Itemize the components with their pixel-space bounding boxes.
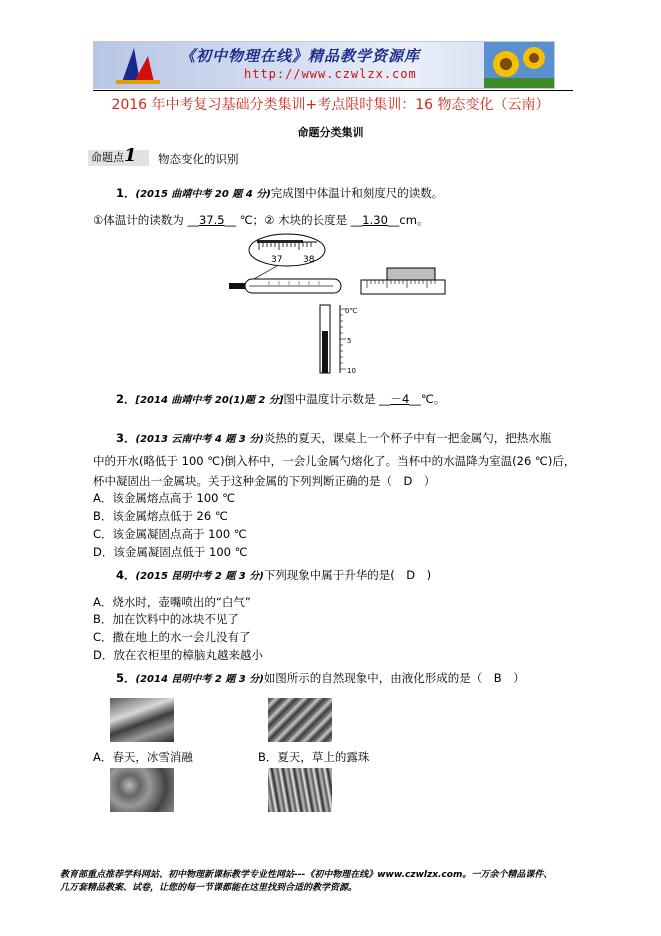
q4-option-c: C．撒在地上的水一会儿没有了 xyxy=(93,630,251,644)
thermo-label-37: 37 xyxy=(271,255,283,265)
q3-line-3: 杯中凝固出一金属块。关于这种金属的下列判断正确的是（ D ） xyxy=(93,474,436,488)
q3-option-d: D．该金属凝固点低于 100 ℃ xyxy=(93,545,248,559)
q5-option-a: A．春天，冰雪消融 xyxy=(93,750,193,764)
thermo-label-38: 38 xyxy=(303,255,315,265)
section-tag-number: 1 xyxy=(124,145,137,166)
banner-url[interactable]: http://www.czwlzx.com xyxy=(244,67,417,81)
q2-source: [2014 曲靖中考 20(1)题 2 分] xyxy=(135,395,284,406)
q3-number: 3． xyxy=(116,431,136,445)
q5-option-b: B．夏天，草上的露珠 xyxy=(258,750,370,764)
photo-frost xyxy=(110,768,174,812)
page-subtitle: 命题分类集训 xyxy=(297,126,364,139)
q1-answer-2: 1.30 xyxy=(362,213,388,227)
q3-source: (2013 云南中考 4 题 3 分) xyxy=(135,434,264,445)
q3-option-c: C．该金属凝固点高于 100 ℃ xyxy=(93,527,247,541)
q1-blanks xyxy=(93,213,428,227)
q2-question: 图中温度计示数是 __ xyxy=(283,392,391,406)
q5-source: (2014 昆明中考 2 题 3 分) xyxy=(135,674,264,685)
q4-option-a: A．烧水时，壶嘴喷出的“白气” xyxy=(93,595,251,609)
section-tag-label: 命题点 xyxy=(91,151,124,164)
q5-question: 如图所示的自然现象中，由液化形成的是（ B ） xyxy=(263,671,525,685)
q3-line-1 xyxy=(116,431,551,447)
header-banner xyxy=(93,41,555,89)
photo-rime xyxy=(268,768,332,812)
tube-label-10: 10 xyxy=(347,367,356,375)
q1-number: 1． xyxy=(116,186,136,200)
section-title: 物态变化的识别 xyxy=(158,152,239,166)
q4-number: 4． xyxy=(116,568,136,582)
sunflower-icon xyxy=(484,42,554,88)
section-tag xyxy=(88,145,149,166)
q5-number: 5． xyxy=(116,671,136,685)
q1-stem xyxy=(116,186,443,202)
footer-line-1: 教育部重点推荐学科网站、初中物理新课标教学专业性网站---《初中物理在线》www.czwlzx.com。一万余个精品课件、 xyxy=(60,870,553,880)
q4-stem xyxy=(116,568,431,584)
q1-question: 完成图中体温计和刻度尺的读数。 xyxy=(270,186,444,200)
q2-post: __℃。 xyxy=(409,392,446,406)
q1-blank-mid: __ ℃；② 木块的长度是 __ xyxy=(224,213,363,227)
ruler-block-figure xyxy=(359,266,449,298)
q4-option-b: B．加在饮料中的冰块不见了 xyxy=(93,612,239,626)
q4-source: (2015 昆明中考 2 题 3 分) xyxy=(135,571,264,582)
q4-option-d: D．放在衣柜里的樟脑丸越来越小 xyxy=(93,648,263,662)
q1-answer-1: 37.5 xyxy=(198,213,225,227)
q3-text-1: 炎热的夏天，课桌上一个杯子中有一把金属勺，把热水瓶 xyxy=(263,431,552,445)
site-logo-icon xyxy=(108,42,168,88)
q1-blank-pre: ①体温计的读数为 __ xyxy=(93,213,199,227)
q2-stem xyxy=(116,392,445,408)
q3-option-b: B．该金属熔点低于 26 ℃ xyxy=(93,509,228,523)
banner-title: 《初中物理在线》精品教学资源库 xyxy=(180,47,421,65)
page-title: 2016 年中考复习基础分类集训+考点限时集训：16 物态变化（云南） xyxy=(111,97,550,113)
q1-blank-post: __cm。 xyxy=(387,213,429,227)
page-footer xyxy=(60,869,552,895)
tube-label-0: 0℃ xyxy=(345,307,358,315)
photo-snow-melting xyxy=(110,698,174,742)
header-rule xyxy=(93,90,573,91)
q3-option-a: A．该金属熔点高于 100 ℃ xyxy=(93,491,236,505)
q4-question: 下列现象中属于升华的是( D ) xyxy=(263,568,432,582)
tube-label-5: 5 xyxy=(347,337,352,345)
q2-answer: －4 xyxy=(390,392,410,406)
q5-stem xyxy=(116,671,525,687)
liquid-thermometer-figure xyxy=(312,303,372,375)
q1-source: (2015 曲靖中考 20 题 4 分) xyxy=(135,189,271,200)
thermometer-body-figure xyxy=(229,277,349,297)
footer-line-2: 几万套精品教案、试卷，让您的每一节课都能在这里找到合适的教学资源。 xyxy=(60,883,358,893)
photo-dew-drops xyxy=(268,698,332,742)
q3-line-2: 中的开水(略低于 100 ℃)倒入杯中，一会儿金属勺熔化了。当杯中的水温降为室温(26 ℃)后， xyxy=(93,454,576,468)
q2-number: 2． xyxy=(116,392,136,406)
